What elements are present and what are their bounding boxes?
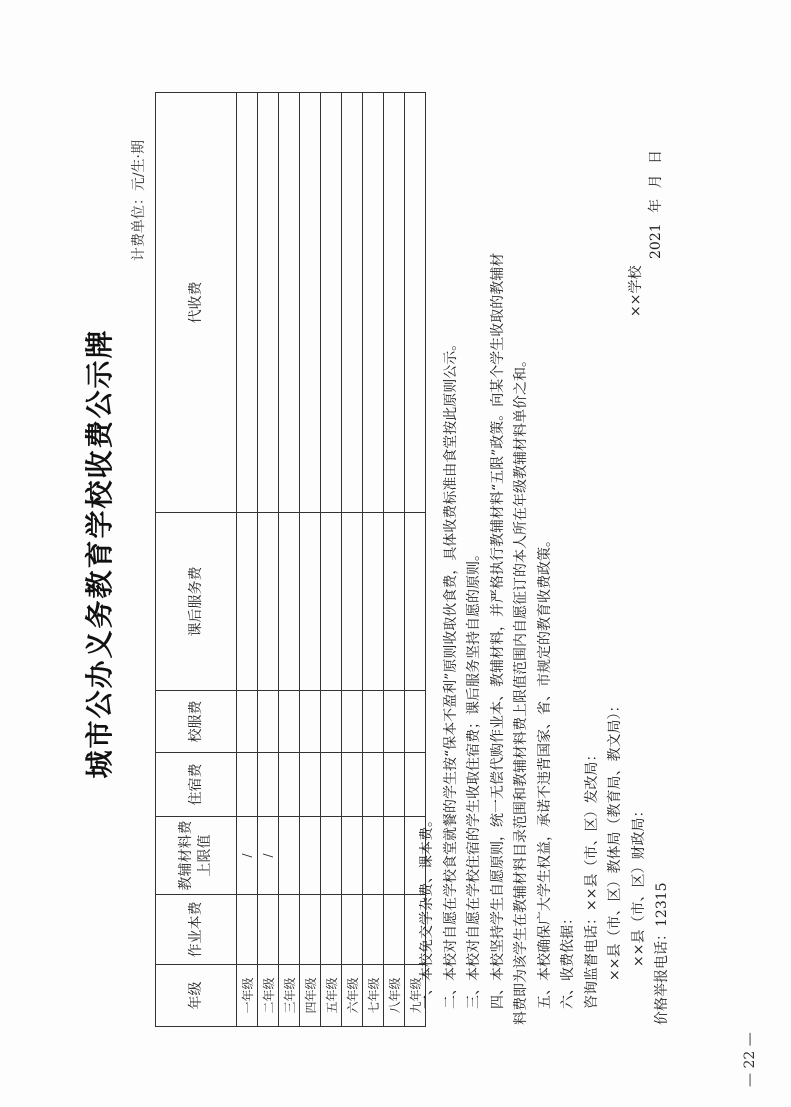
fee-cell (237, 691, 258, 753)
material-fee-cell (342, 817, 363, 895)
fee-cell (279, 753, 300, 817)
fee-cell (258, 753, 279, 817)
page-title: 城市公办义务教育学校收费公示牌 (83, 328, 116, 779)
note-2: 二、本校对自愿在学校食堂就餐的学生按“保本不盈利”原则收取伙食费，具体收费标准由食堂按此原则公示。 (442, 336, 459, 1009)
school-signature: ××学校 (628, 265, 644, 317)
fee-cell (237, 753, 258, 817)
header-grade: 年级 (156, 965, 237, 1027)
fee-cell (384, 753, 405, 817)
header-material-fee: 教辅材料费 上限值 (156, 817, 237, 895)
fee-cell (258, 513, 279, 691)
fee-cell (384, 691, 405, 753)
fee-cell (300, 513, 321, 691)
table-row (300, 93, 321, 1027)
material-fee-cell: / (237, 817, 258, 895)
fee-cell (300, 691, 321, 753)
header-workbook-fee: 作业本费 (156, 895, 237, 965)
grade-cell: 八年级 (384, 965, 405, 1027)
hotline-label: 咨询监督电话： (583, 911, 600, 1009)
fee-cell (363, 93, 384, 513)
fee-cell (237, 513, 258, 691)
grade-cell: 九年级 (405, 965, 426, 1027)
fee-cell (321, 93, 342, 513)
fee-cell (363, 691, 384, 753)
fee-table (155, 92, 426, 1027)
header-after-school-fee: 课后服务费 (156, 513, 237, 691)
material-fee-cell (321, 817, 342, 895)
table-row (384, 93, 405, 1027)
hotline-line-1 (581, 65, 605, 1025)
hotline-education-bureau: ××县（市、区）教体局（教育局、教文局）： (607, 698, 623, 981)
material-fee-cell: / (258, 817, 279, 895)
table-row (342, 93, 363, 1027)
fee-cell (258, 895, 279, 965)
hotline-finance-bureau: ××县（市、区）财政局： (630, 803, 647, 967)
table-row (237, 93, 258, 1027)
fee-cell (321, 513, 342, 691)
fee-cell (363, 895, 384, 965)
fee-cell (363, 513, 384, 691)
page-number: — 22 — (742, 1032, 758, 1087)
fee-cell (342, 513, 363, 691)
fee-cell (384, 93, 405, 513)
fee-cell (342, 753, 363, 817)
material-fee-cell (363, 817, 384, 895)
note-5: 五、本校确保广大学生权益，承诺不违背国家、省、市规定的教育收费政策。 (536, 533, 553, 1009)
price-report-hotline: 价格举报电话：12315 (654, 882, 670, 1025)
fee-cell (258, 691, 279, 753)
fee-cell (279, 93, 300, 513)
fee-cell (342, 691, 363, 753)
grade-cell: 二年级 (258, 965, 279, 1027)
billing-unit: 计费单位：元/生·期 (131, 140, 147, 262)
table-row (258, 93, 279, 1027)
grade-cell: 七年级 (363, 965, 384, 1027)
fee-cell (384, 513, 405, 691)
fee-cell (258, 93, 279, 513)
hotline-development-bureau: ××县（市、区）发改局： (583, 747, 600, 911)
fee-cell (342, 93, 363, 513)
grade-cell: 六年级 (342, 965, 363, 1027)
material-fee-cell (279, 817, 300, 895)
fee-cell (321, 753, 342, 817)
note-3: 三、本校对自愿在学校住宿的学生收取住宿费；课后服务坚持自愿的原则。 (466, 547, 482, 1009)
fee-cell (237, 93, 258, 513)
material-fee-cell (384, 817, 405, 895)
note-4-continued: 料费即为该学生在教辅材料目录范围和教辅材料费上限值范围内自愿征订的本人所在年级教辅材料单价之和。 (513, 353, 529, 1025)
header-uniform-fee: 校服费 (156, 691, 237, 753)
header-collected-fee: 代收费 (156, 93, 237, 513)
grade-cell: 四年级 (300, 965, 321, 1027)
fee-cell (300, 895, 321, 965)
fee-cell (321, 895, 342, 965)
note-6: 六、收费依据： (560, 911, 576, 1009)
fee-cell (342, 895, 363, 965)
header-accommodation-fee: 住宿费 (156, 753, 237, 817)
notes-section (416, 65, 675, 1025)
grade-cell: 三年级 (279, 965, 300, 1027)
grade-cell: 五年级 (321, 965, 342, 1027)
fee-cell (384, 895, 405, 965)
material-fee-cell (300, 817, 321, 895)
fee-cell (300, 93, 321, 513)
table-row (279, 93, 300, 1027)
table-row (321, 93, 342, 1027)
fee-cell (237, 895, 258, 965)
fee-cell (363, 753, 384, 817)
fee-cell (279, 513, 300, 691)
fee-cell (321, 691, 342, 753)
note-1: 一、本校免交学杂费、课本费。 (419, 813, 435, 1009)
note-4: 四、本校坚持学生自愿原则，统一无偿代购作业本、教辅材料，并严格执行教辅材料“五限”政策。向某个学生收取的教辅材 (489, 252, 506, 1009)
fee-cell (279, 691, 300, 753)
issue-date: 2021 年 月 日 (648, 150, 664, 259)
fee-cell (279, 895, 300, 965)
table-header-row (156, 93, 237, 1027)
table-row (363, 93, 384, 1027)
fee-cell (300, 753, 321, 817)
grade-cell: 一年级 (237, 965, 258, 1027)
